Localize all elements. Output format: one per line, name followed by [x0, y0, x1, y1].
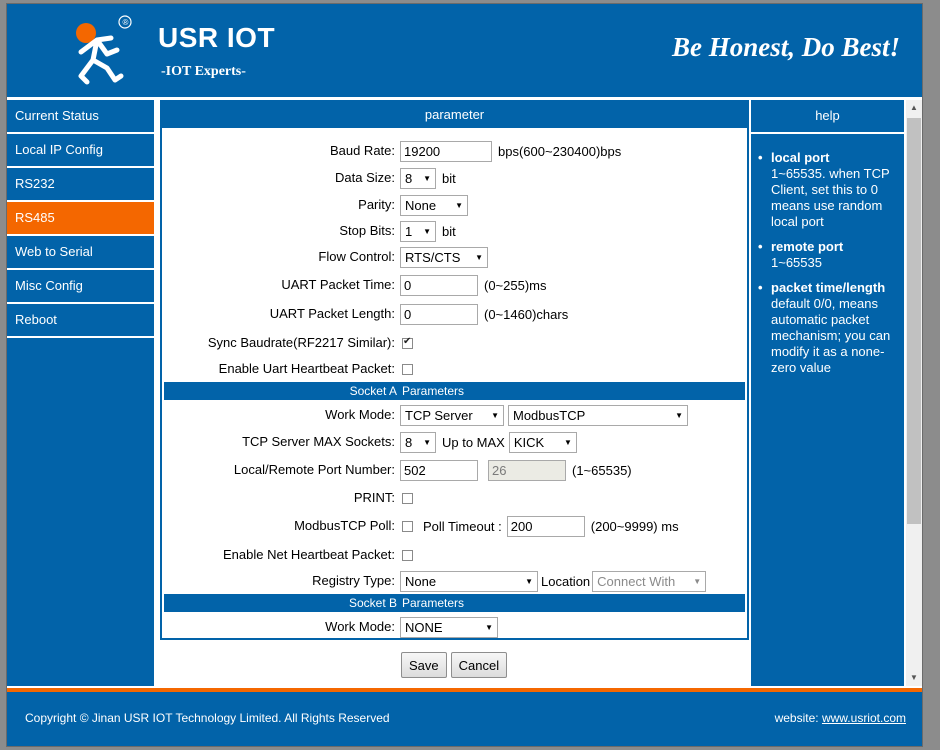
help-term: • local port — [771, 150, 830, 165]
website-label: website: — [774, 711, 819, 725]
uart-packet-time-row — [162, 273, 747, 297]
uart-heartbeat-label: Enable Uart Heartbeat Packet: — [218, 361, 395, 376]
parity-row — [162, 193, 747, 217]
help-desc: default 0/0, means automatic packet mechanism; you can modify it as a none-zero value — [771, 296, 891, 375]
up-to-max-label: Up to MAX — [442, 434, 505, 450]
net-heartbeat-label: Enable Net Heartbeat Packet: — [223, 547, 395, 562]
chevron-down-icon: ▼ — [485, 622, 493, 632]
remote-port-input[interactable]: 26 — [488, 460, 566, 481]
brand-subtitle: -IOT Experts- — [161, 64, 246, 79]
max-sockets-policy-value: KICK — [513, 434, 545, 450]
max-sockets-select[interactable] — [400, 432, 436, 453]
sync-baudrate-row — [162, 331, 747, 355]
socket-a-section-subtitle: Parameters — [402, 384, 465, 398]
flow-control-select[interactable] — [400, 247, 488, 268]
stop-bits-select[interactable] — [400, 221, 436, 242]
socket-a-work-mode-row — [162, 403, 747, 427]
chevron-down-icon: ▼ — [693, 576, 702, 586]
help-panel — [751, 100, 904, 686]
net-heartbeat-checkbox[interactable] — [402, 550, 413, 561]
socket-a-work-mode-label: Work Mode: — [325, 407, 395, 422]
chevron-down-icon: ▼ — [525, 576, 533, 586]
uart-packet-length-label: UART Packet Length: — [269, 306, 395, 321]
net-heartbeat-row — [162, 543, 747, 567]
uart-heartbeat-checkbox[interactable] — [402, 364, 413, 375]
app-frame — [6, 3, 923, 747]
print-row — [162, 486, 747, 510]
sidebar-item-reboot[interactable]: Reboot — [7, 304, 154, 338]
socket-b-work-mode-value: NONE — [405, 619, 443, 635]
scroll-down-icon[interactable]: ▼ — [910, 673, 918, 682]
sidebar-item-rs232[interactable]: RS232 — [7, 168, 154, 202]
registered-mark: ® — [122, 18, 129, 27]
socket-a-section-title: Socket A — [349, 384, 397, 398]
data-size-row — [162, 166, 747, 190]
parameter-panel-title: parameter — [162, 102, 747, 128]
vertical-scrollbar[interactable] — [906, 100, 922, 686]
chevron-down-icon: ▼ — [423, 437, 431, 447]
port-range: (1~65535) — [572, 462, 632, 478]
help-item — [771, 280, 900, 376]
help-title: help — [751, 100, 904, 134]
form-actions — [401, 652, 507, 678]
socket-a-work-mode-select[interactable] — [400, 405, 504, 426]
parity-value: None — [405, 197, 437, 213]
scroll-up-icon[interactable]: ▲ — [910, 103, 918, 112]
location-label: Location — [541, 573, 591, 589]
uart-packet-time-unit: (0~255)ms — [484, 277, 547, 293]
sync-baudrate-checkbox[interactable] — [402, 338, 413, 349]
flow-control-value: RTS/CTS — [405, 249, 461, 265]
max-sockets-label: TCP Server MAX Sockets: — [242, 434, 395, 449]
port-row — [162, 458, 747, 482]
socket-a-protocol-value: ModbusTCP — [513, 407, 586, 423]
help-list — [751, 150, 904, 376]
stop-bits-value: 1 — [405, 223, 413, 239]
location-select[interactable] — [592, 571, 706, 592]
uart-packet-length-unit: (0~1460)chars — [484, 306, 569, 322]
poll-timeout-unit: (200~9999) ms — [590, 518, 679, 534]
registry-type-select[interactable] — [400, 571, 538, 592]
location-value: Connect With — [597, 573, 676, 589]
chevron-down-icon: ▼ — [491, 410, 499, 420]
max-sockets-policy-select[interactable] — [509, 432, 577, 453]
usr-logo-icon — [57, 10, 139, 92]
data-size-label: Data Size: — [335, 170, 395, 185]
copyright-text: Copyright © Jinan USR IOT Technology Limited. All Rights Reserved — [25, 711, 390, 725]
website-info — [775, 711, 906, 725]
baud-rate-input[interactable]: 19200 — [400, 141, 492, 162]
save-button[interactable]: Save — [401, 652, 447, 678]
flow-control-row — [162, 245, 747, 269]
help-term: • remote port — [771, 239, 844, 254]
footer — [7, 692, 922, 746]
registry-type-value: None — [405, 573, 437, 589]
sidebar-item-local-ip-config[interactable]: Local IP Config — [7, 134, 154, 168]
registry-row — [162, 569, 747, 593]
data-size-value: 8 — [405, 170, 413, 186]
chevron-down-icon: ▼ — [563, 437, 572, 447]
print-checkbox[interactable] — [402, 493, 413, 504]
socket-a-section-header — [164, 382, 745, 400]
data-size-select[interactable] — [400, 168, 436, 189]
scrollbar-thumb[interactable] — [907, 118, 921, 524]
uart-packet-length-row — [162, 302, 747, 326]
baud-rate-label: Baud Rate: — [329, 143, 395, 158]
parity-label: Parity: — [358, 197, 395, 212]
chevron-down-icon: ▼ — [475, 252, 483, 262]
chevron-down-icon: ▼ — [455, 200, 463, 210]
cancel-button[interactable]: Cancel — [451, 652, 507, 678]
baud-rate-row — [162, 139, 747, 163]
sidebar-item-misc-config[interactable]: Misc Config — [7, 270, 154, 304]
parameter-panel — [160, 100, 749, 640]
uart-heartbeat-row — [162, 357, 747, 381]
max-sockets-value: 8 — [405, 434, 413, 450]
socket-b-work-mode-label: Work Mode: — [325, 619, 395, 634]
help-term: • packet time/length — [771, 280, 886, 295]
modbus-poll-label: ModbusTCP Poll: — [294, 518, 395, 533]
modbus-poll-row — [162, 514, 747, 538]
sidebar — [7, 100, 154, 686]
flow-control-label: Flow Control: — [318, 249, 395, 264]
socket-a-protocol-select[interactable] — [508, 405, 688, 426]
socket-b-section-title: Socket B — [348, 596, 397, 610]
print-label: PRINT: — [353, 490, 395, 505]
parity-select[interactable] — [400, 195, 468, 216]
socket-b-work-mode-row — [162, 615, 747, 639]
stop-bits-row — [162, 219, 747, 243]
socket-b-section-header — [164, 594, 745, 612]
port-label: Local/Remote Port Number: — [233, 462, 395, 477]
brand-title: USR IOT — [158, 22, 276, 53]
socket-b-section-subtitle: Parameters — [402, 596, 465, 610]
motto: Be Honest, Do Best! — [671, 32, 900, 62]
socket-a-work-mode-value: TCP Server — [405, 407, 473, 423]
baud-rate-unit: bps(600~230400)bps — [498, 143, 622, 159]
help-item — [771, 150, 900, 230]
help-desc: 1~65535. when TCP Client, set this to 0 means use random local port — [771, 166, 890, 229]
sync-baudrate-label: Sync Baudrate(RF2217 Similar): — [207, 335, 395, 350]
poll-timeout-input[interactable]: 200 — [507, 516, 585, 537]
website-link[interactable]: www.usriot.com — [821, 711, 906, 725]
data-size-unit: bit — [442, 170, 456, 186]
registry-label: Registry Type: — [312, 573, 395, 588]
local-port-input[interactable]: 502 — [400, 460, 478, 481]
uart-packet-length-input[interactable]: 0 — [400, 304, 478, 325]
help-item — [771, 239, 900, 271]
chevron-down-icon: ▼ — [675, 410, 683, 420]
sidebar-item-rs485[interactable]: RS485 — [7, 202, 154, 236]
max-sockets-row — [162, 430, 747, 454]
chevron-down-icon: ▼ — [423, 173, 431, 183]
uart-packet-time-label: UART Packet Time: — [281, 277, 395, 292]
help-desc: 1~65535 — [771, 255, 822, 270]
header — [7, 4, 922, 97]
poll-timeout-label: Poll Timeout : — [423, 518, 502, 534]
chevron-down-icon: ▼ — [423, 226, 431, 236]
stop-bits-label: Stop Bits: — [339, 223, 395, 238]
sidebar-item-current-status[interactable]: Current Status — [7, 100, 154, 134]
modbus-poll-checkbox[interactable] — [402, 521, 413, 532]
stop-bits-unit: bit — [442, 223, 456, 239]
uart-packet-time-input[interactable]: 0 — [400, 275, 478, 296]
sidebar-item-web-to-serial[interactable]: Web to Serial — [7, 236, 154, 270]
socket-b-work-mode-select[interactable] — [400, 617, 498, 638]
